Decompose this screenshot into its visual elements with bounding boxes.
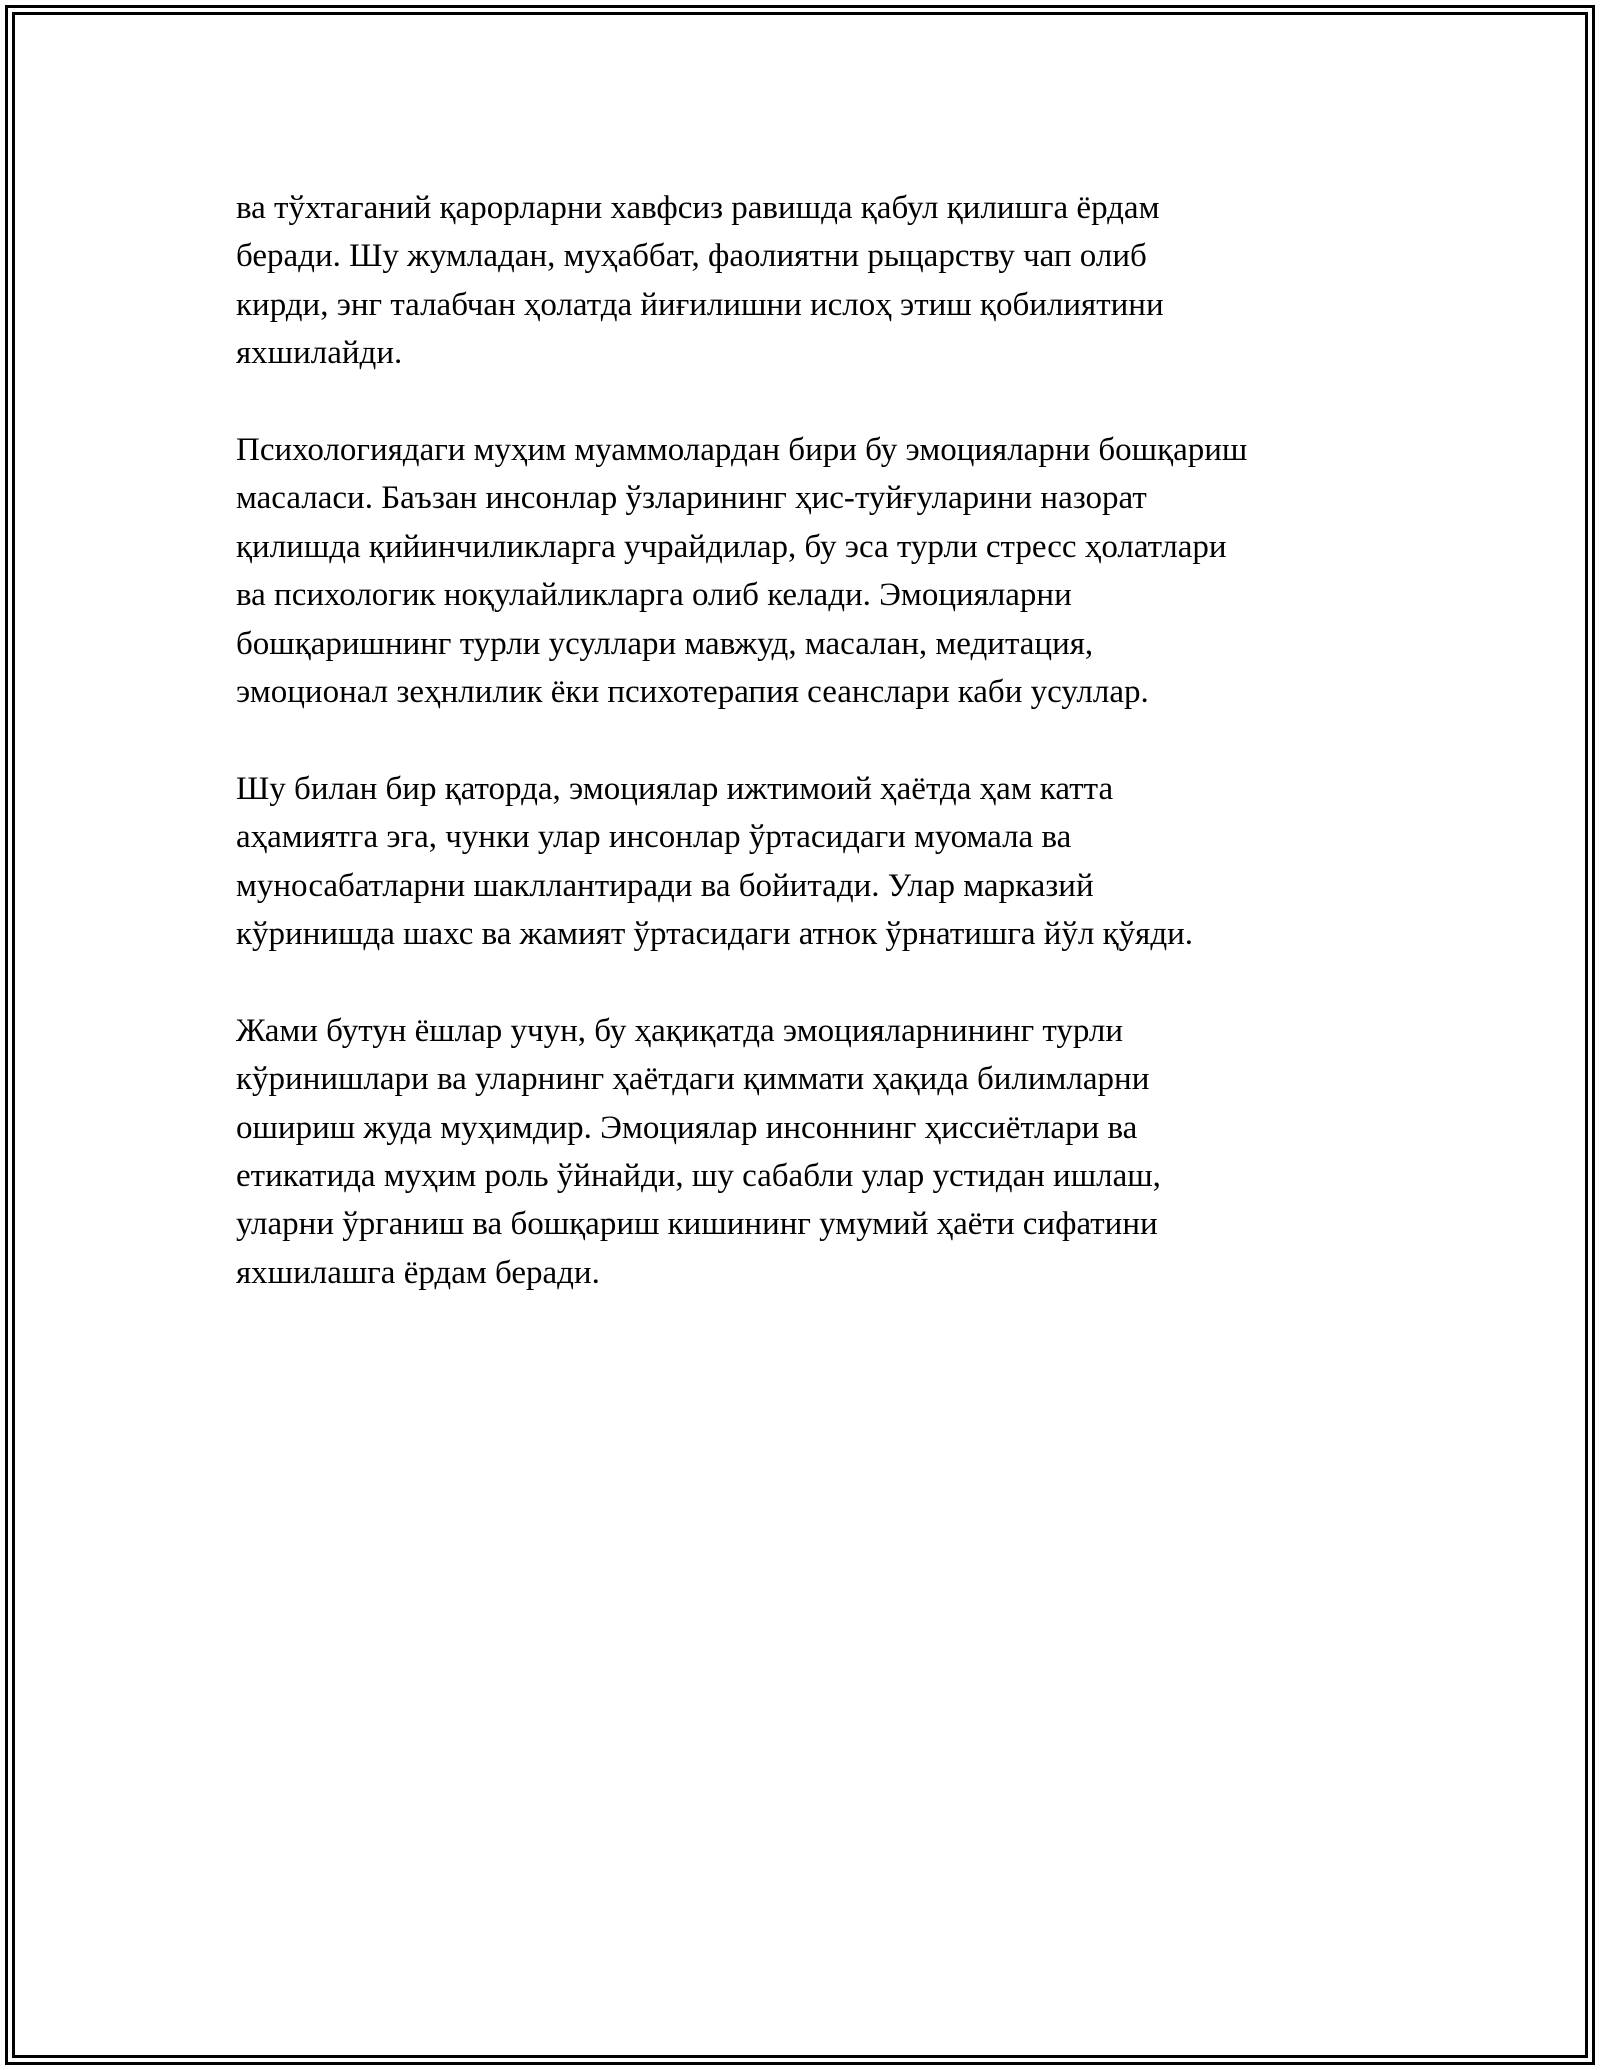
- text-line: яхшилайди.: [236, 335, 403, 372]
- text-line: уларни ўрганиш ва бошқариш кишининг умумий ҳаёти сифатини: [236, 1206, 1158, 1243]
- paragraph-4: [236, 1007, 1396, 1297]
- text-line: кўринишлари ва уларнинг ҳаётдаги қиммати ҳақида билимларни: [236, 1061, 1150, 1098]
- text-line: яхшилашга ёрдам беради.: [236, 1254, 600, 1291]
- paragraph-2: [236, 426, 1396, 716]
- paragraph-1: [236, 184, 1396, 378]
- text-line: етикатида муҳим роль ўйнайди, шу сабабли улар устидан ишлаш,: [236, 1158, 1161, 1195]
- text-line: қилишда қийинчиликларга учрайдилар, бу эса турли стресс ҳолатлари: [236, 528, 1227, 565]
- text-line: Жами бутун ёшлар учун, бу ҳақиқатда эмоцияларнининг турли: [236, 1012, 1124, 1049]
- text-line: ва психологик ноқулайликларга олиб келади. Эмоцияларни: [236, 577, 1072, 614]
- document-body: [236, 184, 1396, 1346]
- text-line: беради. Шу жумладан, муҳаббат, фаолиятни рыцарству чап олиб: [236, 238, 1147, 275]
- text-line: муносабатларни шакллантиради ва бойитади. Улар марказий: [236, 867, 1094, 904]
- text-line: ва тўхтаганий қарорларни хавфсиз равишда қабул қилишга ёрдам: [236, 190, 1160, 226]
- text-line: Психологиядаги муҳим муаммолардан бири бу эмоцияларни бошқариш: [236, 432, 1248, 469]
- text-line: кўринишда шахс ва жамият ўртасидаги атнок ўрнатишга йўл қўяди.: [236, 916, 1194, 953]
- text-line: аҳамиятга эга, чунки улар инсонлар ўртасидаги муомала ва: [236, 819, 1072, 856]
- text-line: ошириш жуда муҳимдир. Эмоциялар инсоннинг ҳиссиётлари ва: [236, 1109, 1138, 1146]
- text-line: бошқаришнинг турли усуллари мавжуд, масалан, медитация,: [236, 625, 1094, 662]
- paragraph-3: [236, 765, 1396, 959]
- text-line: Шу билан бир қаторда, эмоциялар ижтимоий ҳаётда ҳам катта: [236, 770, 1114, 807]
- text-line: кирди, энг талабчан ҳолатда йиғилишни ислоҳ этиш қобилиятини: [236, 286, 1164, 323]
- text-line: масаласи. Баъзан инсонлар ўзларининг ҳис-туйғуларини назорат: [236, 480, 1147, 517]
- text-line: эмоционал зеҳнлилик ёки психотерапия сеанслари каби усуллар.: [236, 674, 1149, 711]
